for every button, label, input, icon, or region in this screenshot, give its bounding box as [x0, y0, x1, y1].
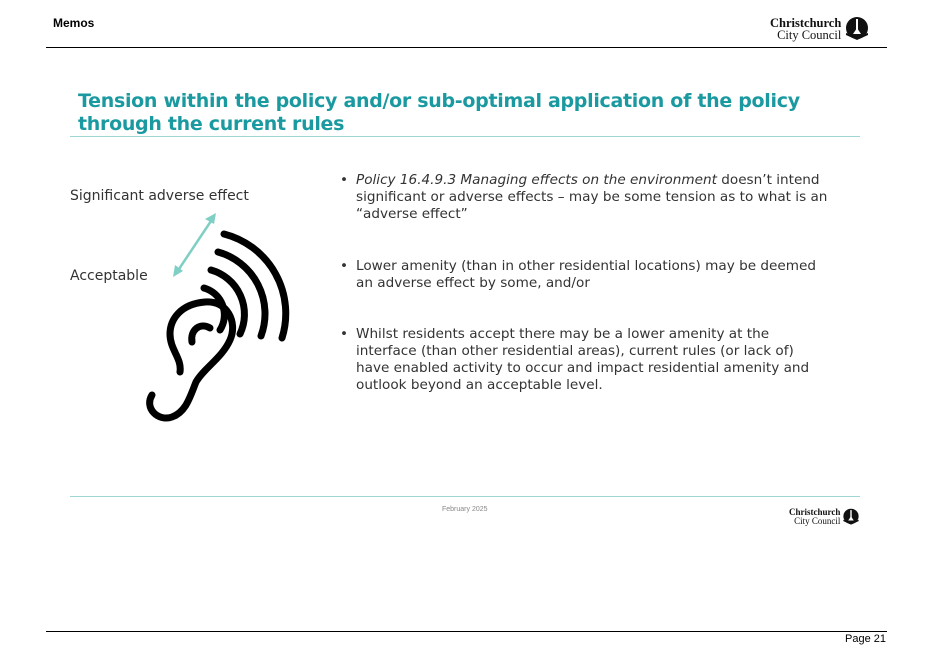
bullet-text: Lower amenity (than in other residential locations) may be deemed an adverse effect by some, and/or [356, 258, 816, 291]
page-number: Page 21 [845, 633, 886, 645]
label-significant-effect: Significant adverse effect [70, 188, 249, 204]
logo-line1: Christchurch [789, 507, 841, 517]
slide-footer-rule [70, 496, 860, 497]
ear-sound-icon [130, 222, 300, 432]
header-rule [46, 47, 887, 48]
logo-line2: City Council [794, 516, 841, 526]
bullet-item [340, 326, 830, 394]
footer-rule [46, 631, 887, 632]
footer-council-logo [789, 508, 860, 526]
cathedral-icon [844, 16, 870, 42]
label-acceptable: Acceptable [70, 268, 148, 284]
footer-date: February 2025 [442, 506, 488, 513]
logo-line2: City Council [777, 28, 842, 42]
cathedral-icon [842, 508, 860, 526]
policy-reference: Policy 16.4.9.3 Managing effects on the environment [356, 172, 717, 188]
bullet-item [340, 258, 830, 292]
bullet-text: doesn’t intend significant or adverse effects – may be some tension as to what is an “adverse effect” [356, 172, 828, 222]
memo-label: Memos [53, 16, 95, 30]
bullet-item [340, 172, 830, 223]
title-divider [70, 136, 860, 137]
slide-title: Tension within the policy and/or sub-optimal application of the policy through the current rules [78, 90, 800, 135]
council-logo [770, 16, 870, 42]
bullet-text: Whilst residents accept there may be a lower amenity at the interface (than other residential areas), current rules (or lack of) have enabled activity to occur and impact residential amenity and outlook beyond an acceptable level. [356, 326, 810, 393]
logo-line1: Christchurch [770, 15, 842, 30]
